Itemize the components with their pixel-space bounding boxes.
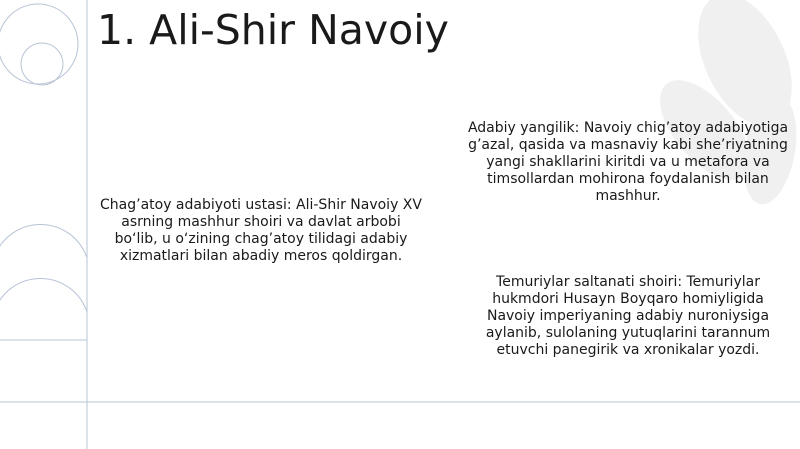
text-block-timurid-poet: Temuriylar saltanati shoiri: Temuriylar hukmdori Husayn Boyqaro homiyligida Navoiy imperiyaning adabiy nuroniysiga aylanib, sulolaning yutuqlarini tarannum etuvchi panegirik va xronikalar yozdi.	[485, 274, 771, 358]
text-block-chagatoy-master: Chag’atoy adabiyoti ustasi: Ali-Shir Navoiy XV asrning mashhur shoiri va davlat arbobi bo‘lib, u o‘zining chag’atoy tilidagi adabiy xizmatlari bilan abadiy meros qoldirgan.	[100, 197, 422, 264]
text-block-literary-innovation: Adabiy yangilik: Navoiy chig’atoy adabiyotiga g’azal, qasida va masnaviy kabi she’riyatning yangi shakllarini kiritdi va u metafora va timsollardan mohirona foydalanish bilan mashhur.	[467, 120, 789, 204]
page-title: 1. Ali-Shir Navoiy	[97, 6, 449, 54]
